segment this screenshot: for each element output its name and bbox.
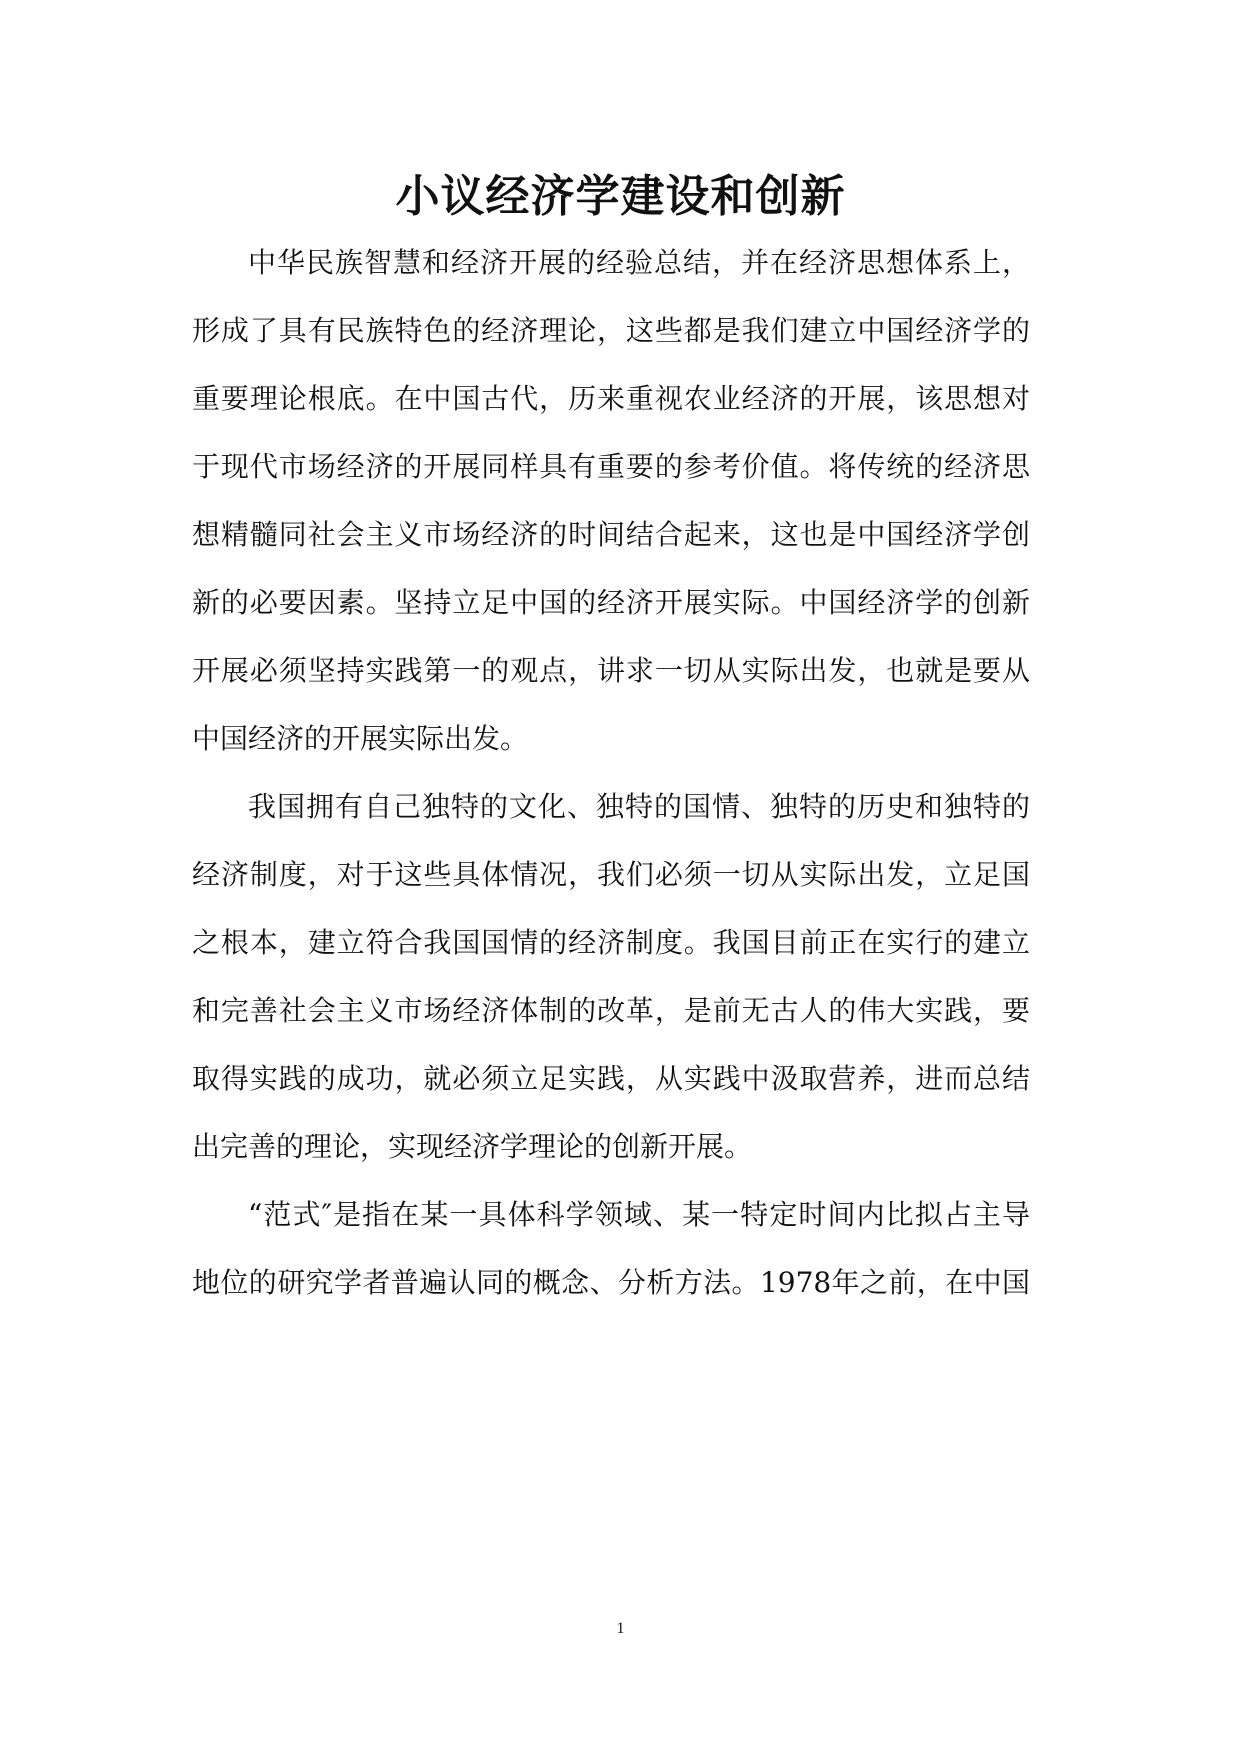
paragraph-2-line-2: 经济制度，对于这些具体情况，我们必须一切从实际出发，立足国 <box>192 858 1030 891</box>
paragraph-1-line-7: 开展必须坚持实践第一的观点，讲求一切从实际出发，也就是要从 <box>192 654 1030 687</box>
page-number: 1 <box>616 1620 625 1637</box>
paragraph-3-line-2: 地位的研究学者普遍认同的概念、分析方法。1978年之前，在中国 <box>192 1266 1030 1299</box>
paragraph-3-line-1: “范式″是指在某一具体科学领域、某一特定时间内比拟占主导 <box>248 1198 1030 1231</box>
paragraph-2-line-3: 之根本，建立符合我国国情的经济制度。我国目前正在实行的建立 <box>192 926 1030 959</box>
paragraph-1-line-4: 于现代市场经济的开展同样具有重要的参考价值。将传统的经济思 <box>192 450 1030 483</box>
paragraph-1-line-8: 中国经济的开展实际出发。 <box>192 722 529 755</box>
paragraph-2-line-4: 和完善社会主义市场经济体制的改革，是前无古人的伟大实践，要 <box>192 994 1030 1027</box>
paragraph-1-line-3: 重要理论根底。在中国古代，历来重视农业经济的开展，该思想对 <box>192 382 1030 415</box>
document-title: 小议经济学建设和创新 <box>395 171 846 222</box>
paragraph-1-line-5: 想精髓同社会主义市场经济的时间结合起来，这也是中国经济学创 <box>192 518 1030 551</box>
paragraph-2-line-6: 出完善的理论，实现经济学理论的创新开展。 <box>192 1130 753 1163</box>
paragraph-2-line-1: 我国拥有自己独特的文化、独特的国情、独特的历史和独特的 <box>248 790 1030 823</box>
paragraph-1-line-2: 形成了具有民族特色的经济理论，这些都是我们建立中国经济学的 <box>192 314 1030 347</box>
paragraph-2-line-5: 取得实践的成功，就必须立足实践，从实践中汲取营养，进而总结 <box>192 1062 1030 1095</box>
paragraph-1-line-6: 新的必要因素。坚持立足中国的经济开展实际。中国经济学的创新 <box>192 586 1030 619</box>
paragraph-1-line-1: 中华民族智慧和经济开展的经验总结，并在经济思想体系上， <box>248 246 1030 279</box>
